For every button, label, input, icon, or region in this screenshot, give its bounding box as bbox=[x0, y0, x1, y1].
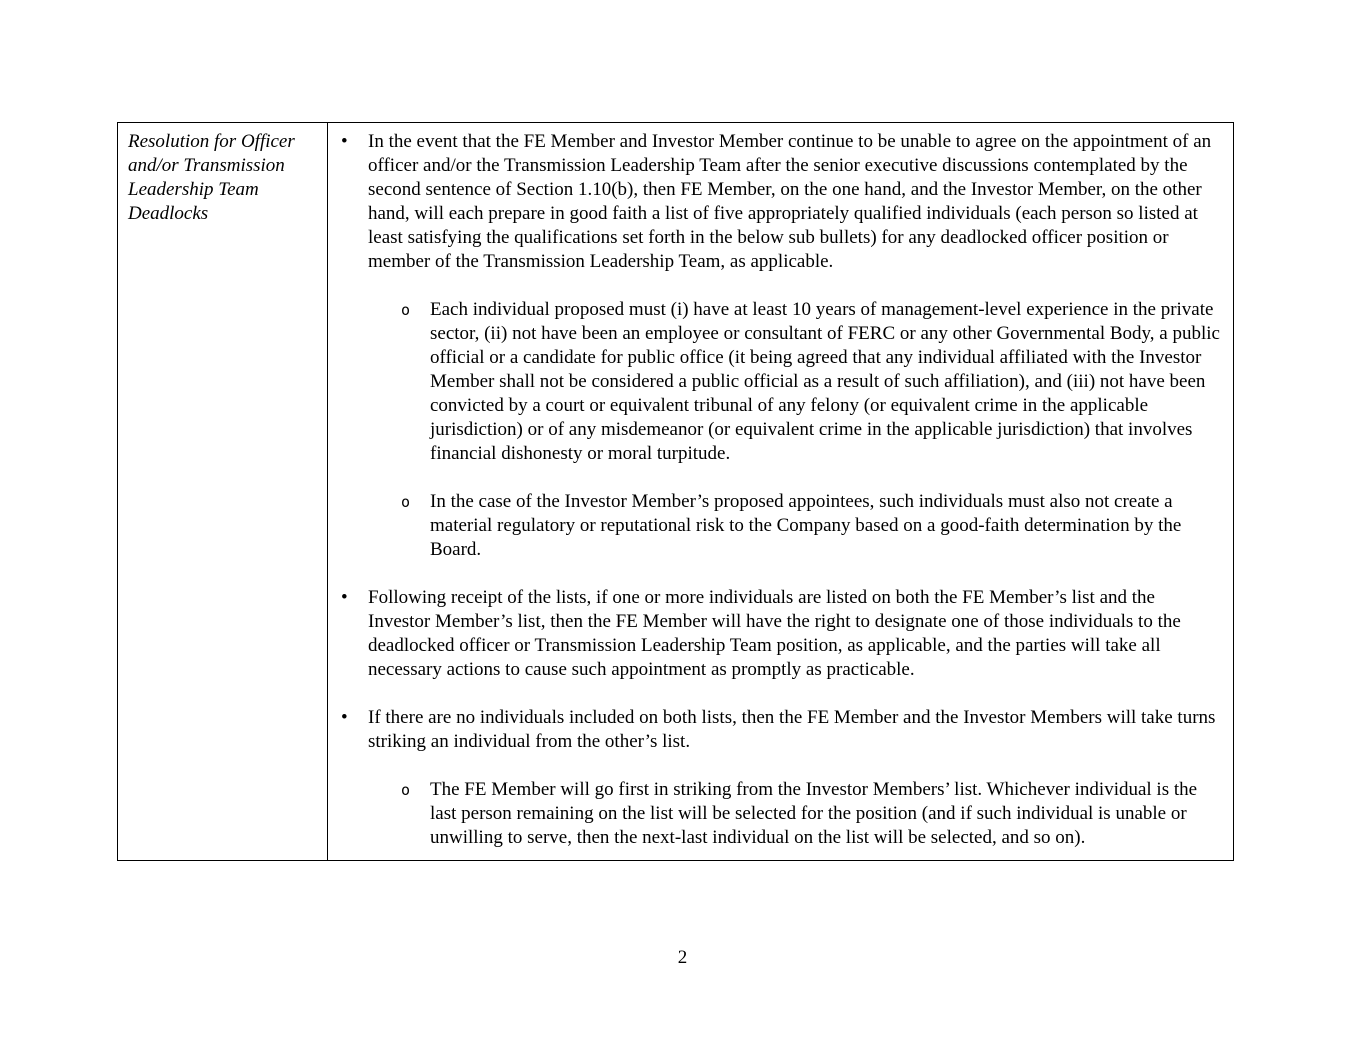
sub-bullet-item bbox=[401, 778, 1221, 850]
bullet-item bbox=[341, 130, 1221, 274]
bullet-text: Each individual proposed must (i) have at least 10 years of management-level experience in the private sector, (ii) not have been an employee or consultant of FERC or any other Governmental Body, a public official or a candidate for public office (it being agreed that any individual affiliated with the Investor Member shall not be considered a public official as a result of such affiliation), and (iii) not have been convicted by a court or equivalent tribunal of any felony (or equivalent crime in the applicable jurisdiction) or of any misdemeanor (or equivalent crime in the applicable jurisdiction) that involves financial dishonesty or moral turpitude. bbox=[430, 299, 1220, 464]
row-label-cell bbox=[118, 123, 328, 860]
circle-marker-icon: o bbox=[401, 493, 411, 511]
bullet-item bbox=[341, 706, 1221, 754]
page-number: 2 bbox=[677, 947, 688, 968]
deadlock-resolution-table bbox=[117, 122, 1234, 861]
row-content-cell bbox=[328, 123, 1233, 860]
bullet-marker-icon: • bbox=[341, 587, 348, 608]
bullet-text: In the case of the Investor Member’s proposed appointees, such individuals must also not create a material regulatory or reputational risk to the Company based on a good-faith determination by the Board. bbox=[430, 491, 1182, 560]
circle-marker-icon: o bbox=[401, 781, 411, 799]
bullet-marker-icon: • bbox=[341, 707, 348, 728]
circle-marker-icon: o bbox=[401, 301, 411, 319]
bullet-marker-icon: • bbox=[341, 131, 348, 152]
bullet-text: If there are no individuals included on both lists, then the FE Member and the Investor Members will take turns striking an individual from the other’s list. bbox=[368, 707, 1216, 752]
bullet-text: In the event that the FE Member and Investor Member continue to be unable to agree on the appointment of an officer and/or the Transmission Leadership Team after the senior executive discussions contemplated by the second sentence of Section 1.10(b), then FE Member, on the one hand, and the Investor Member, on the other hand, will each prepare in good faith a list of five appropriately qualified individuals (each person so listed at least satisfying the qualifications set forth in the below sub bullets) for any deadlocked officer position or member of the Transmission Leadership Team, as applicable. bbox=[368, 131, 1212, 272]
bullet-text: Following receipt of the lists, if one or more individuals are listed on both the FE Member’s list and the Investor Member’s list, then the FE Member will have the right to designate one of those individuals to the deadlocked officer or Transmission Leadership Team position, as applicable, and the parties will take all necessary actions to cause such appointment as promptly as practicable. bbox=[368, 587, 1181, 680]
row-label: Resolution for Officer and/or Transmission Leadership Team Deadlocks bbox=[128, 131, 295, 224]
bullet-item bbox=[341, 586, 1221, 682]
bullet-text: The FE Member will go first in striking from the Investor Members’ list. Whichever individual is the last person remaining on the list will be selected for the position (and if such individual is unable or unwilling to serve, then the next-last individual on the list will be selected, and so on). bbox=[430, 779, 1198, 848]
sub-bullet-item bbox=[401, 298, 1221, 466]
bullet-list bbox=[328, 130, 1221, 850]
sub-bullet-item bbox=[401, 490, 1221, 562]
